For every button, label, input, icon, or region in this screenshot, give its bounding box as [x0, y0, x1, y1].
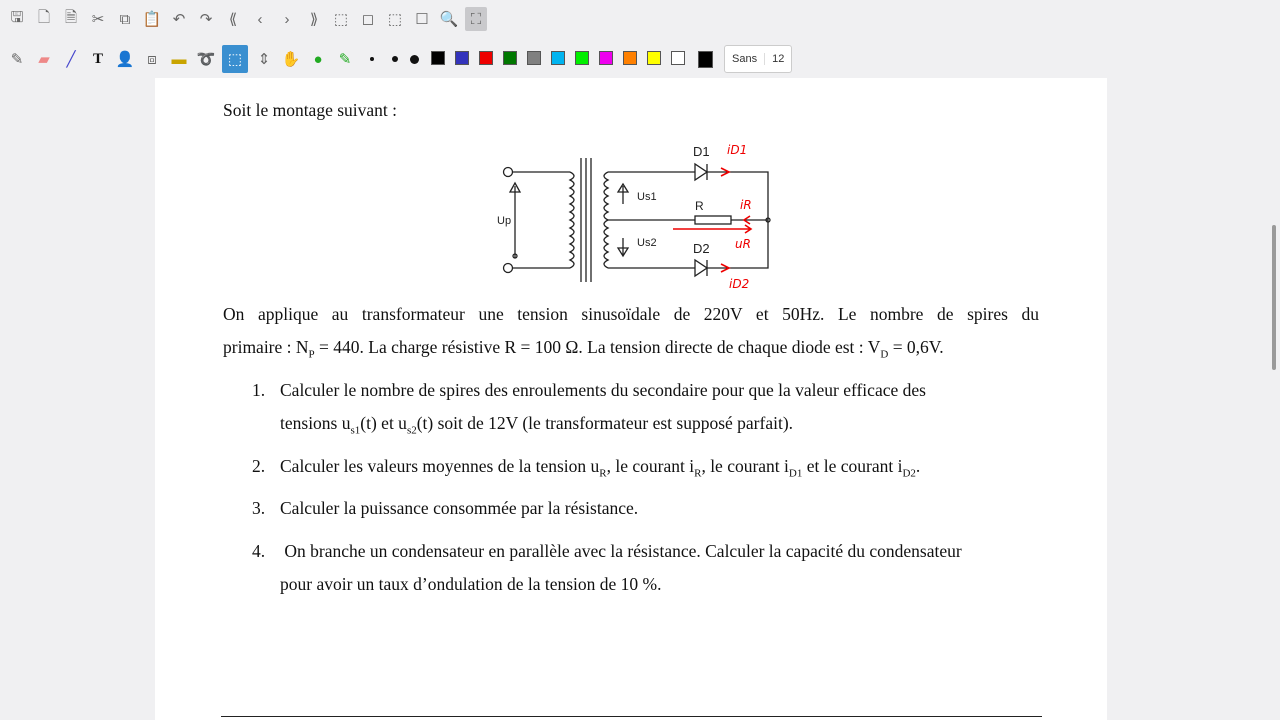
- paragraph-line-2: primaire : $N_P = 440$. La charge résistive R = 100 Ω. La tension directe de chaque diode est : $V_D = 0,6V$.: [223, 337, 944, 361]
- paragraph-line-1: On applique au transformateur une tension sinusoïdale de 220V et 50Hz. Le nombre de spires du: [223, 304, 1039, 324]
- main-toolbar: [6, 7, 492, 31]
- zoom-icon[interactable]: 🔍: [439, 11, 459, 28]
- medium-size-icon[interactable]: [388, 47, 402, 71]
- label-d1: D1: [693, 144, 710, 159]
- text-icon[interactable]: T: [92, 50, 103, 67]
- tools-toolbar: [6, 45, 792, 73]
- font-size: 12: [764, 53, 791, 65]
- fullscreen-icon[interactable]: ⛶: [465, 7, 487, 31]
- zoom-fit-icon[interactable]: ⬚: [333, 11, 349, 28]
- color-swatch[interactable]: [671, 51, 685, 65]
- label-ir: iR: [740, 198, 752, 212]
- last-page-icon[interactable]: ⟫: [309, 11, 319, 28]
- copy-icon[interactable]: ⧉: [119, 10, 131, 28]
- ruler-icon[interactable]: ▬: [171, 50, 187, 68]
- save-icon[interactable]: 🖫: [10, 8, 24, 26]
- color-swatch[interactable]: [431, 51, 445, 65]
- color-swatch[interactable]: [698, 51, 713, 68]
- color-swatch[interactable]: [575, 51, 589, 65]
- primary-coil: [570, 172, 574, 268]
- image-icon[interactable]: 👤: [115, 51, 135, 68]
- paste-icon[interactable]: 📋: [142, 11, 162, 28]
- color-swatch[interactable]: [479, 51, 493, 65]
- thin-size-icon[interactable]: [361, 47, 383, 71]
- diode-d2: [695, 260, 707, 276]
- label-id1: iD1: [727, 143, 748, 157]
- resistor: [695, 216, 731, 224]
- hand-icon[interactable]: ✋: [281, 51, 301, 68]
- label-us1: Us1: [637, 191, 657, 203]
- font-selector[interactable]: [724, 45, 792, 73]
- color-swatch[interactable]: [551, 51, 565, 65]
- full-page-icon[interactable]: ☐: [415, 11, 429, 28]
- terminal: [504, 168, 513, 177]
- page-footer-rule: [221, 716, 1042, 717]
- label-id2: iD2: [729, 277, 750, 291]
- color-swatch[interactable]: [623, 51, 637, 65]
- label-r: R: [695, 199, 704, 213]
- diode-d1: [695, 164, 707, 180]
- label-d2: D2: [693, 241, 710, 256]
- play-icon[interactable]: ●: [313, 50, 323, 68]
- export-icon[interactable]: 🗎: [64, 8, 78, 26]
- vertical-scrollbar[interactable]: [1272, 225, 1276, 370]
- intro-text: Soit le montage suivant :: [223, 100, 398, 120]
- new-page-icon[interactable]: 🗋: [37, 8, 51, 26]
- previous-page-icon[interactable]: ‹: [257, 10, 263, 28]
- lasso-icon[interactable]: ➰: [196, 51, 216, 68]
- eraser-icon[interactable]: ▰: [38, 51, 50, 68]
- color-swatch[interactable]: [599, 51, 613, 65]
- label-us2: Us2: [637, 237, 657, 249]
- document-page[interactable]: Soit le montage suivant : Up Us1 Us2 R D1 D2 iD1 iR uR iD2 On applique au transformateur une tension sinusoïdale de 220V et 50Hz. Le nombre de spires du primaire : $N_P = 440$. La charge résistive R = 100 Ω. La tension directe de chaque diode est : $V_D = 0,6V$. 1. Calculer le nombre de spires des enroulements du secondaire pour que la valeur efficace des tensions $u_{s1}(t)$ et $u_{s2}(t)$ soit de 12V (le transformateur est supposé parfait). 2. Calculer les valeurs moyennes de la tension $u_R$, le courant $i_R$, le courant $i_{D1}$ et le courant $i_{D2}$. 3. Calculer la puissance consommée par la résistance. 4. On branche un condensateur en parallèle avec la résistance. Calculer la capacité du condensateur pour avoir un taux d’ondulation de la tension de 10 %.: [155, 78, 1107, 720]
- secondary-coil: [604, 172, 608, 268]
- thick-size-icon[interactable]: [407, 47, 421, 71]
- undo-icon[interactable]: ↶: [172, 11, 186, 28]
- terminal: [504, 264, 513, 273]
- zoom-width-icon[interactable]: ⬚: [387, 11, 403, 28]
- vertical-space-icon[interactable]: ⇕: [257, 51, 271, 68]
- first-page-icon[interactable]: ⟪: [228, 11, 238, 28]
- label-up: Up: [497, 215, 512, 227]
- color-swatch[interactable]: [527, 51, 541, 65]
- cut-icon[interactable]: ✂: [91, 11, 105, 28]
- circuit-diagram: [495, 136, 795, 306]
- pen-icon[interactable]: ✎: [10, 51, 24, 68]
- color-swatch[interactable]: [455, 51, 469, 65]
- label-ur: uR: [735, 237, 751, 251]
- highlighter-icon[interactable]: ╱: [66, 51, 76, 68]
- pen-tool-icon[interactable]: ✎: [338, 51, 352, 68]
- color-swatch[interactable]: [503, 51, 517, 65]
- font-name: Sans: [732, 53, 758, 65]
- transformer-core: [581, 158, 591, 282]
- shapes-icon[interactable]: ⧈: [147, 50, 157, 68]
- redo-icon[interactable]: ↷: [199, 11, 213, 28]
- zoom-page-icon[interactable]: ◻: [361, 11, 375, 28]
- next-page-icon[interactable]: ›: [284, 10, 290, 28]
- select-rect-icon[interactable]: ⬚: [222, 45, 248, 73]
- color-swatch[interactable]: [647, 51, 661, 65]
- color-palette: [426, 51, 718, 68]
